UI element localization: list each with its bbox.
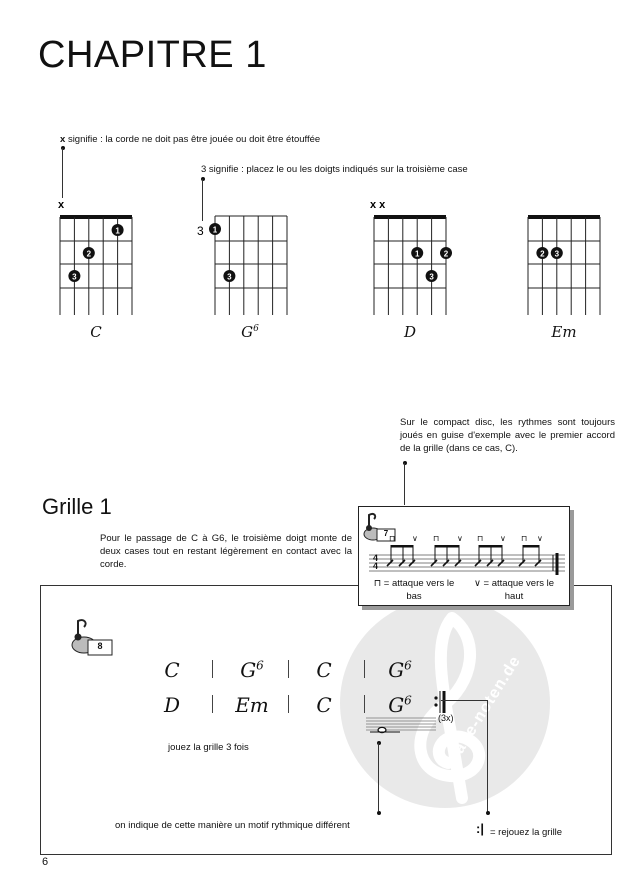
fret-label: 3 [197,224,204,238]
grid-chord: C [164,658,180,682]
repeat-meaning: = rejouez la grille [490,827,563,838]
bar-line [364,660,365,678]
page-number: 6 [42,856,49,868]
finger-dot-2 [83,247,95,259]
svg-text:⊓: ⊓ [477,534,484,543]
play-three-times: jouez la grille 3 fois [168,742,249,753]
grid-chord: $G^6$ [388,658,412,682]
repeat-leader-v [487,700,488,812]
bar-line [212,695,213,713]
svg-text:3: 3 [227,272,232,282]
repeat-symbol: :| [476,821,484,836]
svg-text:3: 3 [554,249,560,259]
motif-leader [378,743,379,811]
svg-text:1: 1 [414,249,420,259]
chord-diagram-c [58,199,132,315]
chord-name-g6: $G^6$ [241,323,259,341]
chapter-title: CHAPITRE 1 [38,34,267,76]
chord-name-c: C [90,323,102,341]
finger-dot-2 [536,247,548,259]
bar-line [212,660,213,678]
repeat-leader-h [441,700,487,701]
grid-chord: C [316,658,332,682]
rhythm-staff [369,533,565,581]
finger-dot-3 [223,270,235,282]
finger-dot-1 [411,247,423,259]
finger-dot-1 [112,224,124,236]
repeat-end-icon [433,690,447,714]
grid-chord: $G^6$ [240,658,264,682]
svg-text:3: 3 [429,272,434,282]
cd-rhythm-box [358,506,570,606]
cd-track-8-icon [70,615,116,657]
down-stroke-legend: ⊓ = attaque vers le bas [373,578,455,602]
fret-three-note: 3 signifie : placez le ou les doigts indiqués sur la troisième case [201,164,468,175]
bar-line [364,695,365,713]
grid-chord: Em [235,693,269,717]
finger-dot-3 [68,270,80,282]
rhythm-motif-staff [366,714,436,736]
svg-text:2: 2 [540,249,545,259]
svg-text:3: 3 [72,272,77,282]
grid-chord: D [163,693,181,717]
finger-dot-3 [551,247,563,259]
x-symbol: x [60,134,66,145]
grille-title: Grille 1 [42,494,112,519]
grid-chord: $G^6$ [388,693,412,717]
svg-text:⊓: ⊓ [521,534,528,543]
svg-text:1: 1 [212,225,218,235]
grid-chord: C [316,693,332,717]
finger-dot-3 [426,270,438,282]
finger-dot-2 [440,247,452,259]
finger-dot-1 [209,223,221,235]
time-signature: 4 4 [373,553,379,571]
muted-string-mark: x [58,199,65,211]
bar-line [288,695,289,713]
repeat-count: (3x) [438,713,454,723]
svg-text:∨: ∨ [457,534,463,543]
x-note [60,133,320,146]
x-note-leader [62,148,63,198]
cd-track-number: 8 [97,641,103,651]
rhythm-motif-note: on indique de cette manière un motif rythmique différent [115,820,350,831]
chord-name-d: D [403,323,417,341]
motif-dot-bottom [377,811,381,815]
cd-note: Sur le compact disc, les rythmes sont toujours joués en guise d'exemple avec le premier accord de la grille (dans ce cas, C). [400,417,615,454]
muted-string-mark: x x [370,199,386,211]
up-stroke-legend: ∨ = attaque vers le haut [473,578,555,602]
svg-text:⊓: ⊓ [433,534,440,543]
grille-paragraph: Pour le passage de C à G6, le troisième doigt monte de deux cases tout en restant légèrement en contact avec la corde. [100,533,352,570]
repeat-leader-dot [486,811,490,815]
svg-text:∨: ∨ [500,534,506,543]
x-meaning: signifie : la corde ne doit pas être jouée ou doit être étouffée [67,134,321,145]
watermark-text: alle-noten.de [450,652,525,757]
svg-text:2: 2 [443,249,449,259]
chord-name-em: Em [551,323,577,341]
chord-diagram-em [528,215,600,315]
svg-text:∨: ∨ [537,534,543,543]
svg-text:⊓: ⊓ [389,534,396,543]
grille-frame [40,585,612,855]
svg-text:1: 1 [115,226,120,236]
cd-note-leader [404,463,405,505]
svg-text:∨: ∨ [412,534,418,543]
bar-line [288,660,289,678]
chord-diagram-d [370,199,452,315]
svg-text:2: 2 [86,249,92,259]
chord-diagram-g6 [197,216,287,315]
cd-track-number: 7 [383,529,389,538]
